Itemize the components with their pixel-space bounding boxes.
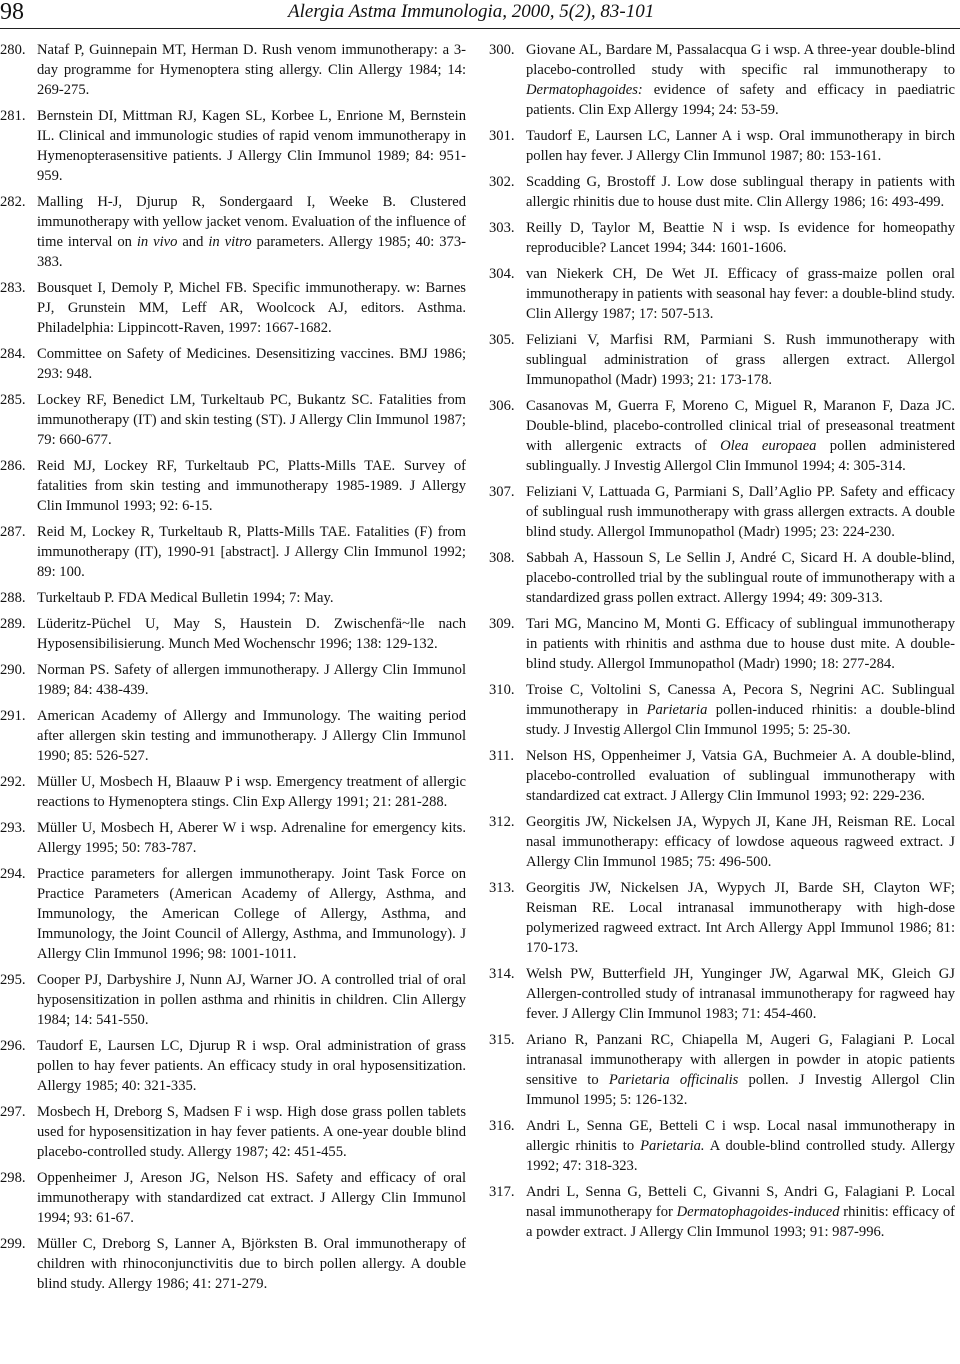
reference-number: 304.	[489, 266, 515, 282]
reference-text	[37, 456, 466, 516]
reference-segment: Practice parameters for allergen immunotherapy. Joint Task Force on Practice Parameters (American Academy of Allergy, Asthma, and Immunology, the American College of Allergy, Asthma, and Immunology, the Joint Council of Allergy, Asthma, and Immunology). J Allergy Clin Immunol 1996; 98: 1001-1011.	[37, 866, 466, 962]
page-number: 98	[0, 0, 24, 25]
reference-number: 291.	[0, 708, 26, 724]
reference-number: 295.	[0, 972, 26, 988]
reference-number: 286.	[0, 458, 26, 474]
reference-number: 315.	[489, 1032, 515, 1048]
reference-text	[37, 1102, 466, 1162]
reference-number: 307.	[489, 484, 515, 500]
reference-number: 309.	[489, 616, 515, 632]
reference-segment: Feliziani V, Marfisi RM, Parmiani S. Rush immunotherapy with sublingual administration of grass allergen extract. Allergol Immunopathol (Madr) 1993; 21: 173-178.	[526, 332, 955, 388]
reference-number: 285.	[0, 392, 26, 408]
reference-text	[37, 106, 466, 186]
reference-item	[489, 964, 955, 1024]
reference-text	[526, 548, 955, 608]
reference-number: 312.	[489, 814, 515, 830]
reference-italic-segment: Parietaria.	[640, 1138, 705, 1154]
reference-segment: Georgitis JW, Nickelsen JA, Wypych JI, Kane JH, Reisman RE. Local nasal immunotherapy: efficacy of lowdose aqueous ragweed extract. J Allergy Clin Immunol 1985; 75: 496-500.	[526, 814, 955, 870]
reference-segment: Reid M, Lockey R, Turkeltaub R, Platts-Mills TAE. Fatalities (F) from immunotherapy (IT), 1990-91 [abstract]. J Allergy Clin Immunol 1992; 89: 100.	[37, 524, 466, 580]
reference-item	[0, 772, 466, 812]
reference-segment: Nelson HS, Oppenheimer J, Vatsia GA, Buchmeier A. A double-blind, placebo-controlled evaluation of sublingual immunotherapy with standardized cat extract. J Allergy Clin Immunol 1993; 92: 229-236.	[526, 748, 955, 804]
reference-italic-segment: in vivo	[136, 234, 178, 250]
reference-number: 300.	[489, 42, 515, 58]
reference-text	[37, 1234, 466, 1294]
reference-item	[489, 1182, 955, 1242]
reference-number: 284.	[0, 346, 26, 362]
reference-item	[0, 106, 466, 186]
reference-number: 313.	[489, 880, 515, 896]
reference-item	[0, 390, 466, 450]
reference-segment: Lockey RF, Benedict LM, Turkeltaub PC, Bukantz SC. Fatalities from immunotherapy (IT) and skin testing (ST). J Allergy Clin Immunol 1987; 79: 660-677.	[37, 392, 466, 448]
reference-item	[489, 264, 955, 324]
reference-text	[37, 818, 466, 858]
reference-text	[37, 40, 466, 100]
reference-number: 292.	[0, 774, 26, 790]
reference-segment: Taudorf E, Laursen LC, Lanner A i wsp. Oral immunotherapy in birch pollen hay fever. J Allergy Clin Immunol 1987; 80: 153-161.	[526, 128, 955, 164]
reference-number: 299.	[0, 1236, 26, 1252]
reference-number: 306.	[489, 398, 515, 414]
reference-item	[0, 614, 466, 654]
reference-segment: Ariano R, Panzani RC, Chiapella M, Augeri G, Falagiani P. Local intranasal immunotherapy with allergen in powder in atopic patients sensitive to	[526, 1032, 955, 1088]
header-rule	[0, 28, 960, 29]
reference-item	[0, 970, 466, 1030]
reference-number: 317.	[489, 1184, 515, 1200]
reference-number: 289.	[0, 616, 26, 632]
reference-number: 287.	[0, 524, 26, 540]
reference-text	[526, 1030, 955, 1110]
reference-item	[0, 40, 466, 100]
reference-text	[37, 614, 466, 654]
reference-number: 308.	[489, 550, 515, 566]
reference-text	[37, 660, 466, 700]
reference-item	[489, 396, 955, 476]
reference-item	[0, 706, 466, 766]
reference-item	[489, 40, 955, 120]
reference-segment: pollen. J Investig Allergol Clin Immunol 1995; 5: 126-132.	[526, 1072, 955, 1108]
reference-item	[489, 878, 955, 958]
reference-number: 293.	[0, 820, 26, 836]
reference-segment: Lüderitz-Püchel U, May S, Haustein D. Zwischenfä~lle nach Hyposensibilisierung. Munch Med Wochenschr 1996; 138: 129-132.	[37, 616, 466, 652]
reference-number: 283.	[0, 280, 26, 296]
reference-segment: parameters. Allergy 1985; 40: 373-383.	[37, 234, 466, 270]
reference-segment: Oppenheimer J, Areson JG, Nelson HS. Safety and efficacy of oral immunotherapy with standardized cat extract. J Allergy Clin Immunol 1994; 93: 61-67.	[37, 1170, 466, 1226]
reference-segment: A double-blind controlled study. Allergy 1992; 47: 318-323.	[526, 1138, 955, 1174]
reference-segment: pollen-induced rhinitis: a double-blind study. J Investig Allergol Clin Immunol 1995; 5: 25-30.	[526, 702, 956, 738]
reference-segment: Bernstein DI, Mittman RJ, Kagen SL, Korbee L, Enrione M, Bernstein IL. Clinical and immunologic studies of rapid venom immunotherapy in Hymenopterasensitive patients. J Allergy Clin Immunol 1989; 84: 951-959.	[37, 108, 466, 184]
reference-column-right	[489, 40, 955, 1248]
reference-number: 316.	[489, 1118, 515, 1134]
reference-number: 294.	[0, 866, 26, 882]
reference-number: 297.	[0, 1104, 26, 1120]
reference-text	[37, 864, 466, 964]
reference-item	[489, 614, 955, 674]
reference-segment: Welsh PW, Butterfield JH, Yunginger JW, Agarwal MK, Gleich GJ Allergen-controlled study of intranasal immunotherapy for ragweed hay fever. J Allergy Clin Immunol 1983; 71: 454-460.	[526, 966, 955, 1022]
reference-item	[489, 482, 955, 542]
reference-segment: Reilly D, Taylor M, Beattie N i wsp. Is evidence for homeopathy reproducible? Lancet 1994; 344: 1601-1606.	[526, 220, 955, 256]
reference-segment: Tari MG, Mancino M, Monti G. Efficacy of sublingual immunotherapy in patients with rhinitis and asthma due to house dust mite. A double-blind study. Allergol Immunopathol (Madr) 1990; 18: 277-284.	[526, 616, 955, 672]
reference-number: 301.	[489, 128, 515, 144]
reference-item	[0, 660, 466, 700]
reference-segment: Müller C, Dreborg S, Lanner A, Björksten B. Oral immunotherapy of children with rhinoconjunctivitis due to birch pollen allergy. A double blind study. Allergy 1986; 41: 271-279.	[37, 1236, 466, 1292]
reference-text	[526, 746, 955, 806]
reference-italic-segment: Dermatophagoides:	[526, 82, 643, 98]
reference-text	[526, 1116, 955, 1176]
reference-segment: Bousquet I, Demoly P, Michel FB. Specific immunotherapy. w: Barnes PJ, Grunstein MM, Leff AR, Woolcock AJ, editors. Asthma. Philadelphia: Lippincott-Raven, 1997: 1667-1682.	[37, 280, 466, 336]
reference-text	[37, 278, 466, 338]
reference-item	[0, 344, 466, 384]
reference-segment: Norman PS. Safety of allergen immunotherapy. J Allergy Clin Immunol 1989; 84: 438-439.	[37, 662, 466, 698]
reference-italic-segment: Parietaria	[646, 702, 708, 718]
reference-segment: Committee on Safety of Medicines. Desensitizing vaccines. BMJ 1986; 293: 948.	[37, 346, 466, 382]
reference-segment: rhinitis: efficacy of a powder extract. J Allergy Clin Immunol 1993; 91: 987-996.	[526, 1204, 955, 1240]
reference-italic-segment: in vitro	[208, 234, 252, 250]
reference-number: 288.	[0, 590, 26, 606]
reference-text	[526, 264, 955, 324]
reference-segment: Taudorf E, Laursen LC, Djurup R i wsp. Oral administration of grass pollen to hay fever patients. An efficacy study in oral hyposensitization. Allergy 1985; 40: 321-335.	[37, 1038, 466, 1094]
reference-number: 280.	[0, 42, 26, 58]
running-header: Alergia Astma Immunologia, 2000, 5(2), 83-101	[288, 1, 655, 22]
reference-text	[526, 126, 955, 166]
reference-item	[0, 456, 466, 516]
reference-item	[0, 522, 466, 582]
reference-item	[489, 218, 955, 258]
reference-number: 281.	[0, 108, 26, 124]
reference-text	[526, 1182, 955, 1242]
reference-item	[0, 1102, 466, 1162]
reference-item	[489, 1030, 955, 1110]
reference-text	[526, 40, 955, 120]
reference-segment: Cooper PJ, Darbyshire J, Nunn AJ, Warner JO. A controlled trial of oral hyposensitization in pollen asthma and rhinitis in children. Clin Allergy 1984; 14: 541-550.	[37, 972, 466, 1028]
reference-number: 311.	[489, 748, 514, 764]
reference-number: 302.	[489, 174, 515, 190]
reference-segment: Mosbech H, Dreborg S, Madsen F i wsp. High dose grass pollen tablets used for hyposensitization in hay fever patients. A one-year double blind placebo-controlled study. Allergy 1987; 42: 451-455.	[37, 1104, 466, 1160]
reference-item	[489, 812, 955, 872]
reference-text	[37, 390, 466, 450]
reference-item	[0, 1168, 466, 1228]
reference-segment: and	[177, 234, 209, 250]
reference-text	[37, 970, 466, 1030]
reference-text	[526, 482, 955, 542]
reference-number: 290.	[0, 662, 26, 678]
reference-text	[526, 680, 955, 740]
reference-item	[489, 680, 955, 740]
reference-segment: evidence of safety and efficacy in paediatric patients. Clin Exp Allergy 1994; 24: 53-59.	[526, 82, 955, 118]
reference-segment: Müller U, Mosbech H, Aberer W i wsp. Adrenaline for emergency kits. Allergy 1995; 50: 783-787.	[37, 820, 466, 856]
reference-segment: Müller U, Mosbech H, Blaauw P i wsp. Emergency treatment of allergic reactions to Hymenoptera stings. Clin Exp Allergy 1991; 21: 281-288.	[37, 774, 466, 810]
reference-number: 305.	[489, 332, 515, 348]
reference-segment: American Academy of Allergy and Immunology. The waiting period after allergen skin testing and immunotherapy. J Allergy Clin Immunol 1990; 85: 526-527.	[37, 708, 466, 764]
reference-text	[37, 192, 466, 272]
reference-item	[489, 126, 955, 166]
reference-segment: Turkeltaub P. FDA Medical Bulletin 1994; 7: May.	[37, 590, 334, 606]
reference-text	[37, 522, 466, 582]
reference-item	[0, 278, 466, 338]
reference-text	[526, 964, 955, 1024]
reference-segment: Casanovas M, Guerra F, Moreno C, Miguel R, Maranon F, Daza JC. Double-blind, placebo-controlled clinical trial of preseasonal treatment with allergenic extracts of	[526, 398, 955, 454]
reference-item	[0, 1234, 466, 1294]
reference-text	[526, 172, 955, 212]
reference-segment: Giovane AL, Bardare M, Passalacqua G i wsp. A three-year double-blind placebo-controlled study with specific ral immunotherapy to	[526, 42, 955, 78]
reference-item	[489, 172, 955, 212]
reference-item	[489, 746, 955, 806]
reference-item	[0, 1036, 466, 1096]
reference-segment: Reid MJ, Lockey RF, Turkeltaub PC, Platts-Mills TAE. Survey of fatalities from skin testing and immunotherapy 1985-1989. J Allergy Clin Immunol 1993; 92: 6-15.	[37, 458, 466, 514]
reference-italic-segment: Dermatophagoides-induced	[676, 1204, 840, 1220]
reference-segment: Malling H-J, Djurup R, Sondergaard I, Weeke B. Clustered immunotherapy with yellow jacket venom. Evaluation of the influence of time interval on	[37, 194, 466, 250]
reference-text	[526, 330, 955, 390]
reference-text	[37, 1036, 466, 1096]
reference-segment: Feliziani V, Lattuada G, Parmiani S, Dall’Aglio PP. Safety and efficacy of sublingual rush immunotherapy with grass allergen extracts. A double blind study. Allergol Immunopathol (Madr) 1995; 23: 224-230.	[526, 484, 955, 540]
reference-item	[0, 588, 466, 608]
reference-text	[37, 772, 466, 812]
reference-text	[37, 588, 466, 608]
reference-text	[526, 396, 955, 476]
reference-number: 310.	[489, 682, 515, 698]
reference-segment: pollen administered sublingually. J Investig Allergol Clin Immunol 1994; 4: 305-314.	[526, 438, 955, 474]
reference-number: 298.	[0, 1170, 26, 1186]
reference-segment: van Niekerk CH, De Wet JI. Efficacy of grass-maize pollen oral immunotherapy in patients with seasonal hay fever: a double-blind study. Clin Allergy 1987; 17: 507-513.	[526, 266, 955, 322]
reference-italic-segment: Olea europaea	[720, 438, 817, 454]
reference-item	[0, 192, 466, 272]
reference-column-left	[0, 40, 466, 1300]
reference-italic-segment: Parietaria officinalis	[608, 1072, 739, 1088]
reference-segment: Scadding G, Brostoff J. Low dose sublingual therapy in patients with allergic rhinitis due to house dust mite. Clin Allergy 1986; 16: 493-499.	[526, 174, 955, 210]
reference-segment: Troise C, Voltolini S, Canessa A, Pecora S, Negrini AC. Sublingual immunotherapy in	[526, 682, 955, 718]
reference-text	[37, 344, 466, 384]
reference-item	[489, 330, 955, 390]
reference-segment: Sabbah A, Hassoun S, Le Sellin J, André C, Sicard H. A double-blind, placebo-controlled trial by the sublingual route of immunotherapy with a standardized grass pollen extract. Allergy 1994; 49: 309-313.	[526, 550, 955, 606]
reference-segment: Andri L, Senna G, Betteli C, Givanni S, Andri G, Falagiani P. Local nasal immunotherapy for	[526, 1184, 955, 1220]
reference-text	[37, 1168, 466, 1228]
reference-item	[489, 548, 955, 608]
reference-text	[526, 614, 955, 674]
reference-text	[526, 812, 955, 872]
reference-item	[0, 864, 466, 964]
reference-number: 314.	[489, 966, 515, 982]
reference-segment: Andri L, Senna GE, Betteli C i wsp. Local nasal immunotherapy in allergic rhinitis to	[526, 1118, 955, 1154]
reference-number: 303.	[489, 220, 515, 236]
reference-text	[37, 706, 466, 766]
reference-text	[526, 878, 955, 958]
reference-text	[526, 218, 955, 258]
reference-segment: Nataf P, Guinnepain MT, Herman D. Rush venom immunotherapy: a 3-day programme for Hymenoptera sting allergy. Clin Allergy 1984; 14: 269-275.	[37, 42, 466, 98]
reference-number: 282.	[0, 194, 26, 210]
reference-number: 296.	[0, 1038, 26, 1054]
reference-item	[489, 1116, 955, 1176]
reference-segment: Georgitis JW, Nickelsen JA, Wypych JI, Barde SH, Clayton WF; Reisman RE. Local intranasal immunotherapy with high-dose polymerized ragweed extract. Int Arch Allergy Appl Immunol 1986; 81: 170-173.	[526, 880, 955, 956]
reference-item	[0, 818, 466, 858]
